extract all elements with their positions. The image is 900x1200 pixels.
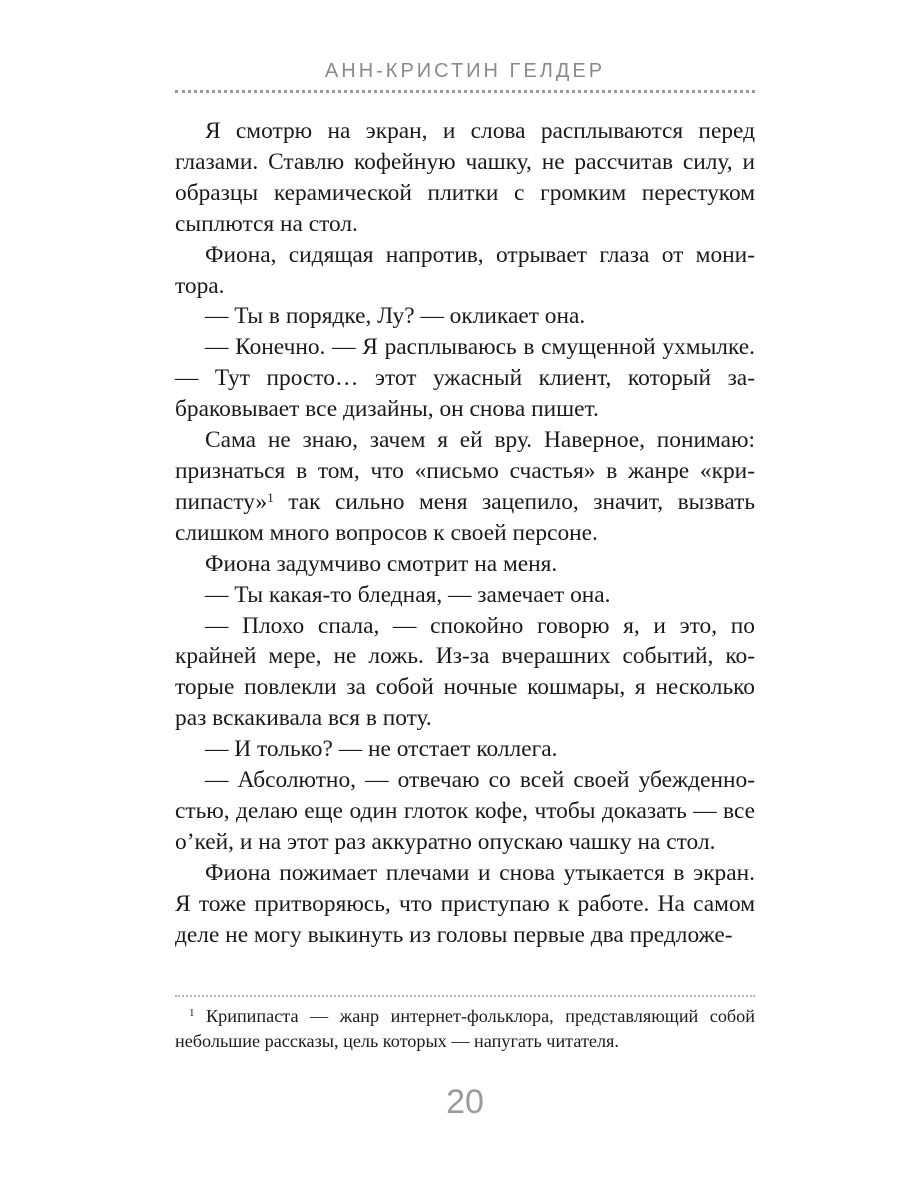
footnote-marker: 1 bbox=[189, 1007, 195, 1019]
paragraph: — Ты какая-то бледная, — замечает она. bbox=[205, 581, 611, 608]
paragraph: — Абсолютно, — отвечаю со всей своей убежденностью, делаю еще один глоток кофе, чтобы доказать — все о’кей, и на этот раз аккуратно опускаю чашку на стол. bbox=[175, 767, 755, 855]
footnote-reference[interactable]: 1 bbox=[267, 489, 274, 505]
paragraph: — Ты в порядке, Лу? — окликает она. bbox=[205, 303, 586, 330]
footnote bbox=[175, 1004, 755, 1054]
paragraph: Я смотрю на экран, и слова расплываются перед глазами. Ставлю кофейную чашку, не рассчитав силу, и образцы керамической плитки с громким переcтуком сыплются на стол. bbox=[175, 118, 755, 237]
paragraph-part: Сама не знаю, зачем я ей вру. Наверное, понимаю: признаться в том, что «письмо счастья» в жанре «крипипасту» bbox=[175, 427, 755, 515]
footnote-text: Крипипаста — жанр интернет-фольклора, представляющий собой небольшие рассказы, цель которых — напугать читателя. bbox=[175, 1006, 756, 1051]
footnote-divider bbox=[175, 995, 755, 997]
header-divider bbox=[175, 90, 755, 93]
page-number: 20 bbox=[446, 1083, 484, 1121]
paragraph-with-footnote bbox=[175, 425, 755, 549]
paragraph-part: так сильно меня зацепило, значит, вызвать слишком много вопросов к своей персоне. bbox=[175, 488, 755, 546]
body-text bbox=[175, 116, 755, 950]
paragraph: Фиона, сидящая напротив, отрывает глаза от монитора. bbox=[175, 241, 755, 299]
paragraph: Фиона пожимает плечами и снова утыкается в экран. Я тоже притворяюсь, что приступаю к работе. На самом деле не могу выкинуть из головы первые два предложе- bbox=[175, 859, 755, 948]
running-head: АНН-КРИСТИН ГЕЛДЕР bbox=[324, 60, 606, 82]
paragraph: Фиона задумчиво смотрит на меня. bbox=[205, 550, 558, 577]
paragraph: — Плохо спала, — спокойно говорю я, и это, по крайней мере, не ложь. Из-за вчерашних событий, которые повлекли за собой ночные кошмары, я несколько раз вскакивала вся в поту. bbox=[175, 612, 755, 732]
paragraph: — Конечно. — Я расплываюсь в смущенной ухмылке. — Тут просто… этот ужасный клиент, который забраковывает все дизайны, он снова пишет. bbox=[175, 334, 755, 423]
paragraph: — И только? — не отстает коллега. bbox=[205, 736, 558, 763]
